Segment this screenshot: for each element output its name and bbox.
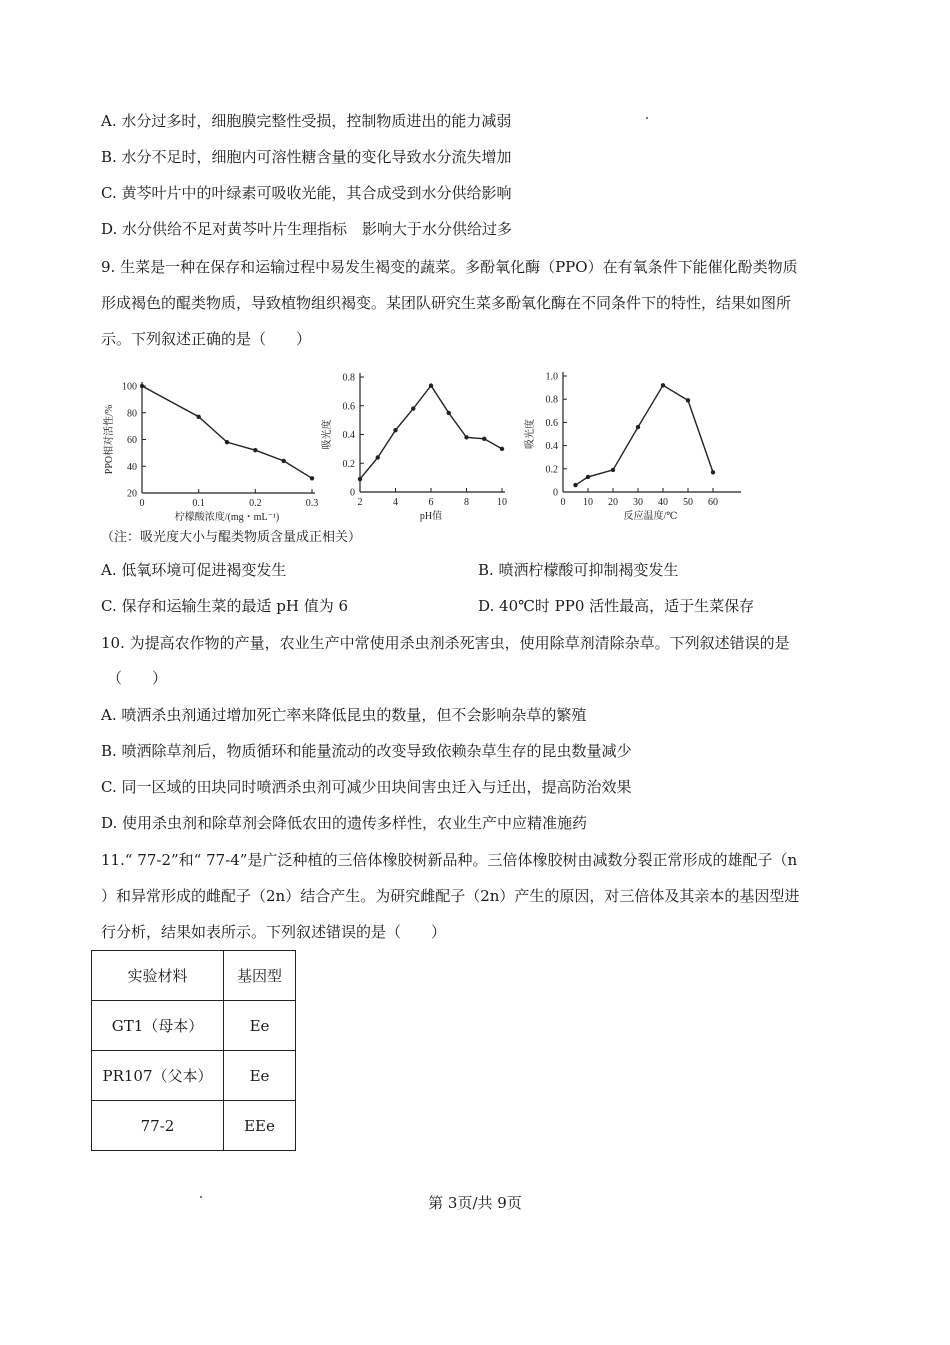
q9-stem-line-1: 9. 生菜是一种在保存和运输过程中易发生褐变的蔬菜。多酚氧化酶（PPO）在有氧条件下能催化酚类物质 (101, 258, 798, 276)
y-tick-label: 0 (350, 487, 355, 499)
table-cell: 77-2 (92, 1101, 224, 1151)
data-point (482, 437, 486, 441)
q9-option-b: B. 喷洒柠檬酸可抑制褐变发生 (478, 561, 679, 579)
x-tick-label: 40 (658, 497, 668, 508)
y-tick-label: 0.8 (545, 394, 558, 406)
table-cell: Ee (224, 1001, 296, 1051)
y-tick-label: 0 (553, 487, 558, 499)
chart-absorbance-vs-temperature (526, 366, 751, 530)
q10-option-c: C. 同一区域的田块同时喷洒杀虫剂可减少田块间害虫迁入与迁出，提高防治效果 (101, 778, 632, 796)
data-point (310, 476, 314, 480)
x-tick-label: 20 (608, 497, 618, 508)
x-tick-label: 60 (708, 497, 718, 508)
q9-stem-line-2: 形成褐色的醌类物质，导致植物组织褐变。某团队研究生菜多酚氧化酶在不同条件下的特性，结果如图所 (101, 294, 792, 312)
data-point (611, 468, 615, 472)
q10-option-a: A. 喷洒杀虫剂通过增加死亡率来降低昆虫的数量，但不会影响杂草的繁殖 (101, 706, 587, 724)
y-tick-label: 100 (122, 381, 137, 393)
x-axis-label: 反应温度/℃ (623, 511, 678, 522)
series-line (360, 386, 502, 479)
data-point (411, 406, 415, 410)
data-point (429, 383, 433, 387)
data-point (500, 447, 504, 451)
y-tick-label: 1.0 (545, 371, 558, 383)
y-axis-label: PPO相对活性/% (104, 404, 115, 475)
table-row (92, 1001, 296, 1051)
y-axis-label: 吸光度 (322, 419, 333, 450)
x-tick-label: 30 (633, 497, 643, 508)
page-footer: 第 3页/共 9页 (428, 1194, 522, 1212)
table-header-cell: 基因型 (224, 951, 296, 1001)
x-tick-label: 0.1 (192, 498, 205, 509)
y-tick-label: 0.6 (342, 401, 355, 413)
y-tick-label: 0.2 (342, 458, 355, 470)
table-row (92, 1051, 296, 1101)
data-point (376, 455, 380, 459)
q8-option-d: D. 水分供给不足对黄芩叶片生理指标 影响大于水分供给过多 (101, 220, 513, 238)
series-line (576, 385, 714, 485)
q9-option-c: C. 保存和运输生菜的最适 pH 值为 6 (101, 597, 349, 615)
data-point (586, 475, 590, 479)
chart-note: （注：吸光度大小与醌类物质含量成正相关） (101, 530, 362, 545)
y-tick-label: 0.8 (342, 372, 355, 384)
y-tick-label: 0.4 (545, 441, 558, 453)
table-cell: EEe (224, 1101, 296, 1151)
data-point (140, 384, 144, 388)
x-tick-label: 10 (583, 497, 593, 508)
y-tick-label: 0.2 (545, 464, 558, 476)
q10-option-b: B. 喷洒除草剂后，物质循环和能量流动的改变导致依赖杂草生存的昆虫数量减少 (101, 742, 632, 760)
q11-stem-line-2: ）和异常形成的雌配子（2n）结合产生。为研究雌配子（2n）产生的原因，对三倍体及其亲本的基因型进 (101, 887, 800, 905)
x-tick-label: 6 (428, 497, 434, 508)
y-tick-label: 40 (127, 461, 137, 473)
q11-stem-line-3: 行分析，结果如表所示。下列叙述错误的是（ ） (101, 923, 447, 941)
x-tick-label: 0 (560, 497, 566, 508)
y-tick-label: 60 (127, 435, 137, 446)
y-axis-label: 吸光度 (525, 419, 536, 449)
q9-option-a: A. 低氧环境可促进褐变发生 (101, 561, 287, 579)
chart-absorbance-vs-ph (322, 366, 520, 530)
data-point (636, 425, 640, 429)
genotype-table (91, 950, 296, 1151)
x-axis-label: pH值 (419, 511, 443, 522)
q8-option-b: B. 水分不足时，细胞内可溶性糖含量的变化导致水分流失增加 (101, 148, 512, 166)
q11-stem-line-1: 11.“ 77-2”和“ 77-4”是广泛种植的三倍体橡胶树新品种。三倍体橡胶树由减数分裂正常形成的雄配子（n (101, 851, 798, 869)
q9-option-d: D. 40℃时 PP0 活性最高，适于生菜保存 (478, 597, 755, 615)
data-point (281, 459, 285, 463)
table-cell: PR107（父本） (92, 1051, 224, 1101)
x-tick-label: 50 (683, 497, 693, 508)
data-point (447, 411, 451, 415)
q9-stem-line-3: 示。下列叙述正确的是（ ） (101, 330, 312, 348)
y-tick-label: 80 (127, 408, 137, 420)
y-tick-label: 0.4 (342, 430, 355, 441)
q10-stem-line-1: 10. 为提高农作物的产量，农业生产中常使用杀虫剂杀死害虫，使用除草剂清除杂草。下列叙述错误的是 (101, 634, 790, 652)
data-point (573, 483, 577, 487)
x-tick-label: 10 (497, 497, 507, 508)
x-axis-label: 柠檬酸浓度/(mg・mL⁻¹) (174, 512, 280, 523)
data-point (393, 428, 397, 432)
q10-option-d: D. 使用杀虫剂和除草剂会降低农田的遗传多样性，农业生产中应精准施药 (101, 814, 588, 832)
data-point (686, 398, 690, 402)
y-tick-label: 0.6 (545, 417, 558, 429)
series-line (142, 386, 312, 478)
x-tick-label: 2 (357, 497, 363, 508)
data-point (225, 440, 229, 444)
data-point (196, 415, 200, 419)
data-point (661, 383, 665, 387)
x-tick-label: 0 (139, 498, 145, 509)
data-point (711, 470, 715, 474)
x-tick-label: 0.3 (305, 498, 319, 509)
q8-option-c: C. 黄芩叶片中的叶绿素可吸收光能，其合成受到水分供给影响 (101, 184, 512, 202)
q8-option-a: A. 水分过多时，细胞膜完整性受损，控制物质进出的能力减弱 (101, 112, 512, 130)
x-tick-label: 0.2 (249, 498, 262, 509)
scan-speck (646, 117, 648, 119)
table-cell: GT1（母本） (92, 1001, 224, 1051)
x-tick-label: 8 (464, 497, 469, 508)
q10-stem-line-2: （ ） (107, 669, 168, 687)
y-tick-label: 20 (127, 488, 137, 500)
x-tick-label: 4 (393, 497, 398, 508)
data-point (464, 435, 468, 439)
table-row (92, 1101, 296, 1151)
data-point (358, 477, 362, 481)
data-point (253, 448, 257, 452)
table-cell: Ee (224, 1051, 296, 1101)
chart-ppo-vs-citric-acid (100, 366, 325, 530)
table-header-cell: 实验材料 (92, 951, 224, 1001)
table-header-row (92, 951, 296, 1001)
